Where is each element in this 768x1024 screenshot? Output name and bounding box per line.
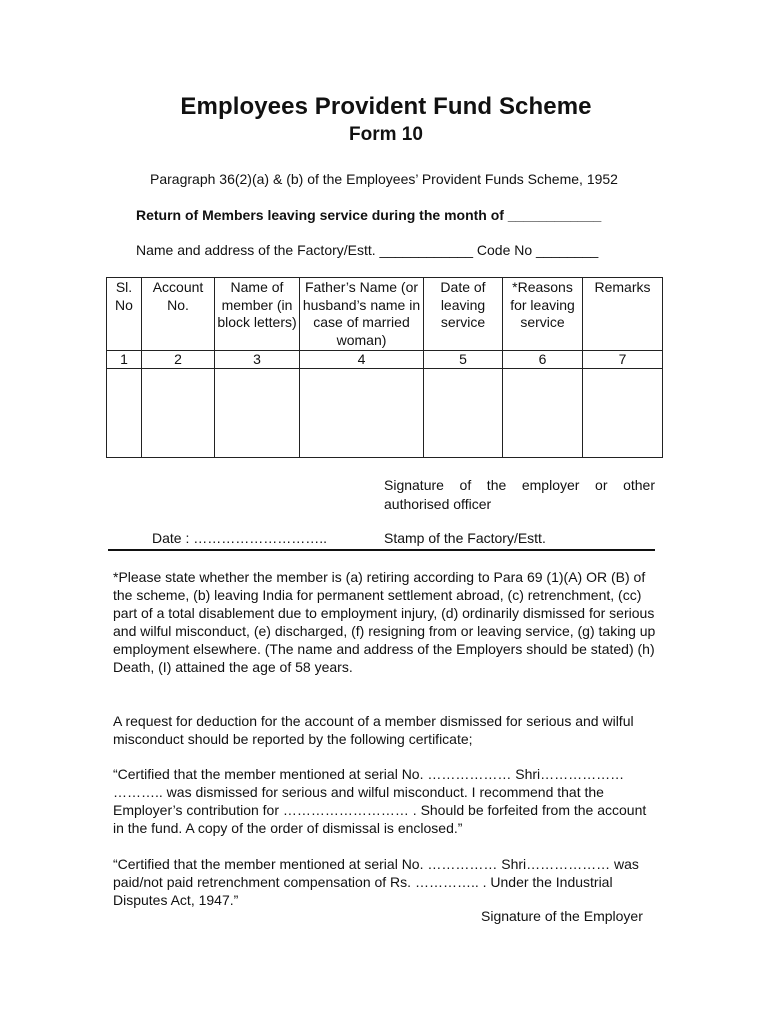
col-header-account-no: Account No. xyxy=(142,278,215,351)
return-heading: Return of Members leaving service during the month of ____________ xyxy=(136,207,602,223)
col-header-member-name: Name of member (in block letters) xyxy=(215,278,300,351)
table-header-row xyxy=(107,278,663,351)
employer-signature-label: Signature of the employer or other authorised officer xyxy=(384,477,655,512)
members-table xyxy=(106,277,663,458)
column-number: 5 xyxy=(424,351,503,369)
column-number: 4 xyxy=(300,351,424,369)
empty-cell xyxy=(215,369,300,458)
col-header-reasons: *Reasons for leaving service xyxy=(503,278,583,351)
table-row xyxy=(107,369,663,458)
col-header-father-name: Father’s Name (or husband’s name in case of married woman) xyxy=(300,278,424,351)
column-number: 2 xyxy=(142,351,215,369)
col-header-remarks: Remarks xyxy=(583,278,663,351)
col-header-date-leaving: Date of leaving service xyxy=(424,278,503,351)
reasons-footnote: *Please state whether the member is (a) retiring according to Para 69 (1)(A) OR (B) of the scheme, (b) leaving India for permanent settlement abroad, (c) retrenchment, (cc) part of a total disablement due to employment injury, (d) ordinarily dismissed for serious and wilful misconduct, (e) discharged, (f) resigning from or leaving service, (g) taking up employment elsewhere. (The name and address of the Employers should be stated) (h) Death, (I) attained the age of 58 years. xyxy=(113,569,656,675)
column-number: 3 xyxy=(215,351,300,369)
page-title: Employees Provident Fund Scheme xyxy=(180,93,592,120)
divider xyxy=(108,549,655,551)
paragraph-reference: Paragraph 36(2)(a) & (b) of the Employees’ Provident Funds Scheme, 1952 xyxy=(150,171,618,187)
column-number: 6 xyxy=(503,351,583,369)
empty-cell xyxy=(424,369,503,458)
stamp-label: Stamp of the Factory/Estt. xyxy=(384,530,546,546)
form-number: Form 10 xyxy=(349,124,423,145)
empty-cell xyxy=(583,369,663,458)
empty-cell xyxy=(142,369,215,458)
date-field: Date : ……………………….. xyxy=(152,530,328,546)
empty-cell xyxy=(503,369,583,458)
factory-name-code-line: Name and address of the Factory/Estt. ____________ Code No ________ xyxy=(136,242,599,258)
deduction-request-note: A request for deduction for the account of a member dismissed for serious and wilful misconduct should be reported by the following certificate; xyxy=(113,713,634,747)
column-number: 7 xyxy=(583,351,663,369)
employer-signature-footer: Signature of the Employer xyxy=(481,908,643,924)
column-number: 1 xyxy=(107,351,142,369)
col-header-sl-no: Sl. No xyxy=(107,278,142,351)
dismissal-certificate: “Certified that the member mentioned at serial No. ……………… Shri……………… ……….. was dismissed for serious and wilful misconduct. I recommend that the Employer’s contribution for ……………………… . Should be forfeited from the account in the fund. A copy of the order of dismissal is enclosed.” xyxy=(113,766,647,836)
retrenchment-certificate: “Certified that the member mentioned at serial No. …………… Shri……………… was paid/not paid retrenchment compensation of Rs. ………….. . Under the Industrial Disputes Act, 1947.” xyxy=(113,856,639,908)
empty-cell xyxy=(300,369,424,458)
column-number-row xyxy=(107,351,663,369)
empty-cell xyxy=(107,369,142,458)
